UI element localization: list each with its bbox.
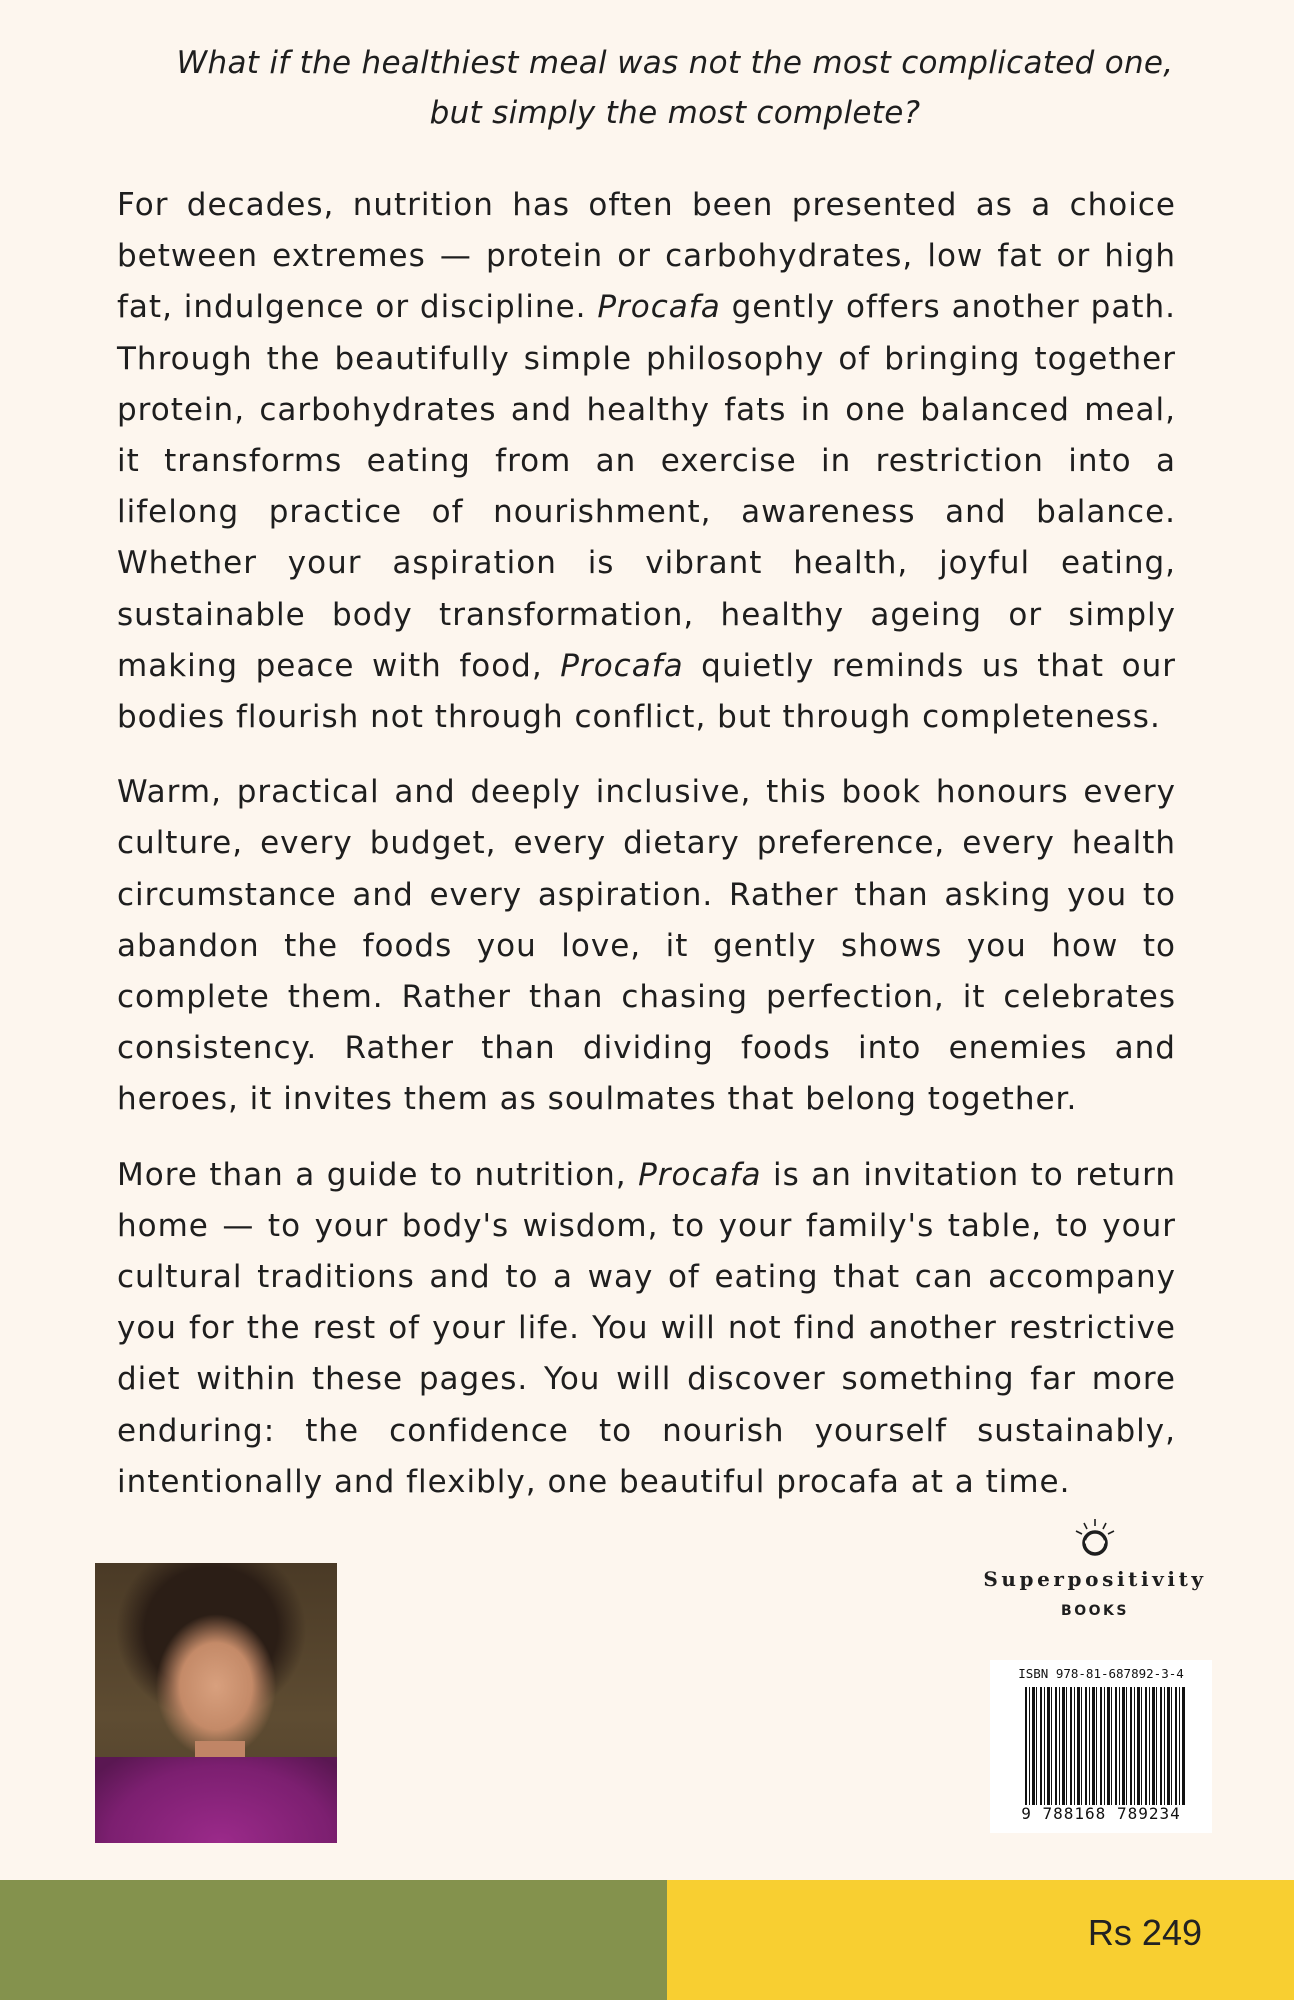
band-green (0, 1880, 667, 2000)
publisher-sub: BOOKS (1061, 1603, 1129, 1619)
tagline (150, 38, 1200, 138)
band-yellow (667, 1880, 1294, 2000)
blurb-paragraph-1 (117, 180, 1176, 743)
author-photo-shirt (95, 1757, 337, 1843)
blurb-p1-text-c: quietly reminds us that our bodies flourish not through conflict, but through completeness. (117, 647, 1176, 736)
blurb-p1-title-a: Procafa (597, 289, 721, 326)
bottom-band (0, 1880, 1294, 2000)
blurb-paragraph-3 (117, 1150, 1176, 1508)
blurb-p1-title-b: Procafa (560, 647, 684, 684)
publisher-name: Superpositivity (983, 1567, 1207, 1591)
blurb (117, 180, 1176, 1532)
price-label: Rs 249 (1087, 1912, 1202, 1953)
blurb-p3-title: Procafa (638, 1156, 762, 1193)
blurb-p1-text-b: gently offers another path. Through the beautifully simple philosophy of bringing together protein, carbohydrates and healthy fats in one balanced meal, it transforms eating from an exercise in restriction into a lifelong practice of nourishment, awareness and balance. Whether your aspiration is vibrant health, joyful eating, sustainable body transformation, healthy ageing or simply making peace with food, (117, 289, 1176, 684)
blurb-p3-text-a: More than a guide to nutrition, (117, 1156, 639, 1193)
barcode-number: 9 788168 789234 (1021, 1804, 1181, 1823)
barcode-bars (1025, 1687, 1185, 1805)
tagline-line-2: but simply the most complete? (429, 95, 921, 131)
blurb-paragraph-2: Warm, practical and deeply inclusive, this book honours every culture, every budget, every dietary preference, every health circumstance and every aspiration. Rather than asking you to abandon the foods you love, it gently shows you how to complete them. Rather than chasing perfection, it celebrates consistency. Rather than dividing foods into enemies and heroes, it invites them as soulmates that belong together. (117, 774, 1176, 1118)
blurb-p1-text-a: For decades, nutrition has often been presented as a choice between extremes — protein or carbohydrates, low fat or high fat, indulgence or discipline. (117, 187, 1176, 326)
tagline-line-1: What if the healthiest meal was not the most complicated one, (176, 45, 1174, 81)
sun-ring-icon (1071, 1515, 1119, 1559)
blurb-p3-text-b: is an invitation to return home — to your body's wisdom, to your family's table, to your cultural traditions and to a way of eating that can accompany you for the rest of your life. You will not find another restrictive diet within these pages. You will discover something far more enduring: the confidence to nourish yourself sustainably, intentionally and flexibly, one beautiful procafa at a time. (117, 1156, 1176, 1500)
isbn-barcode (990, 1660, 1212, 1833)
publisher-logo-block (980, 1515, 1210, 1619)
isbn-label: ISBN 978-81-687892-3-4 (1018, 1666, 1184, 1681)
author-photo (95, 1563, 337, 1843)
